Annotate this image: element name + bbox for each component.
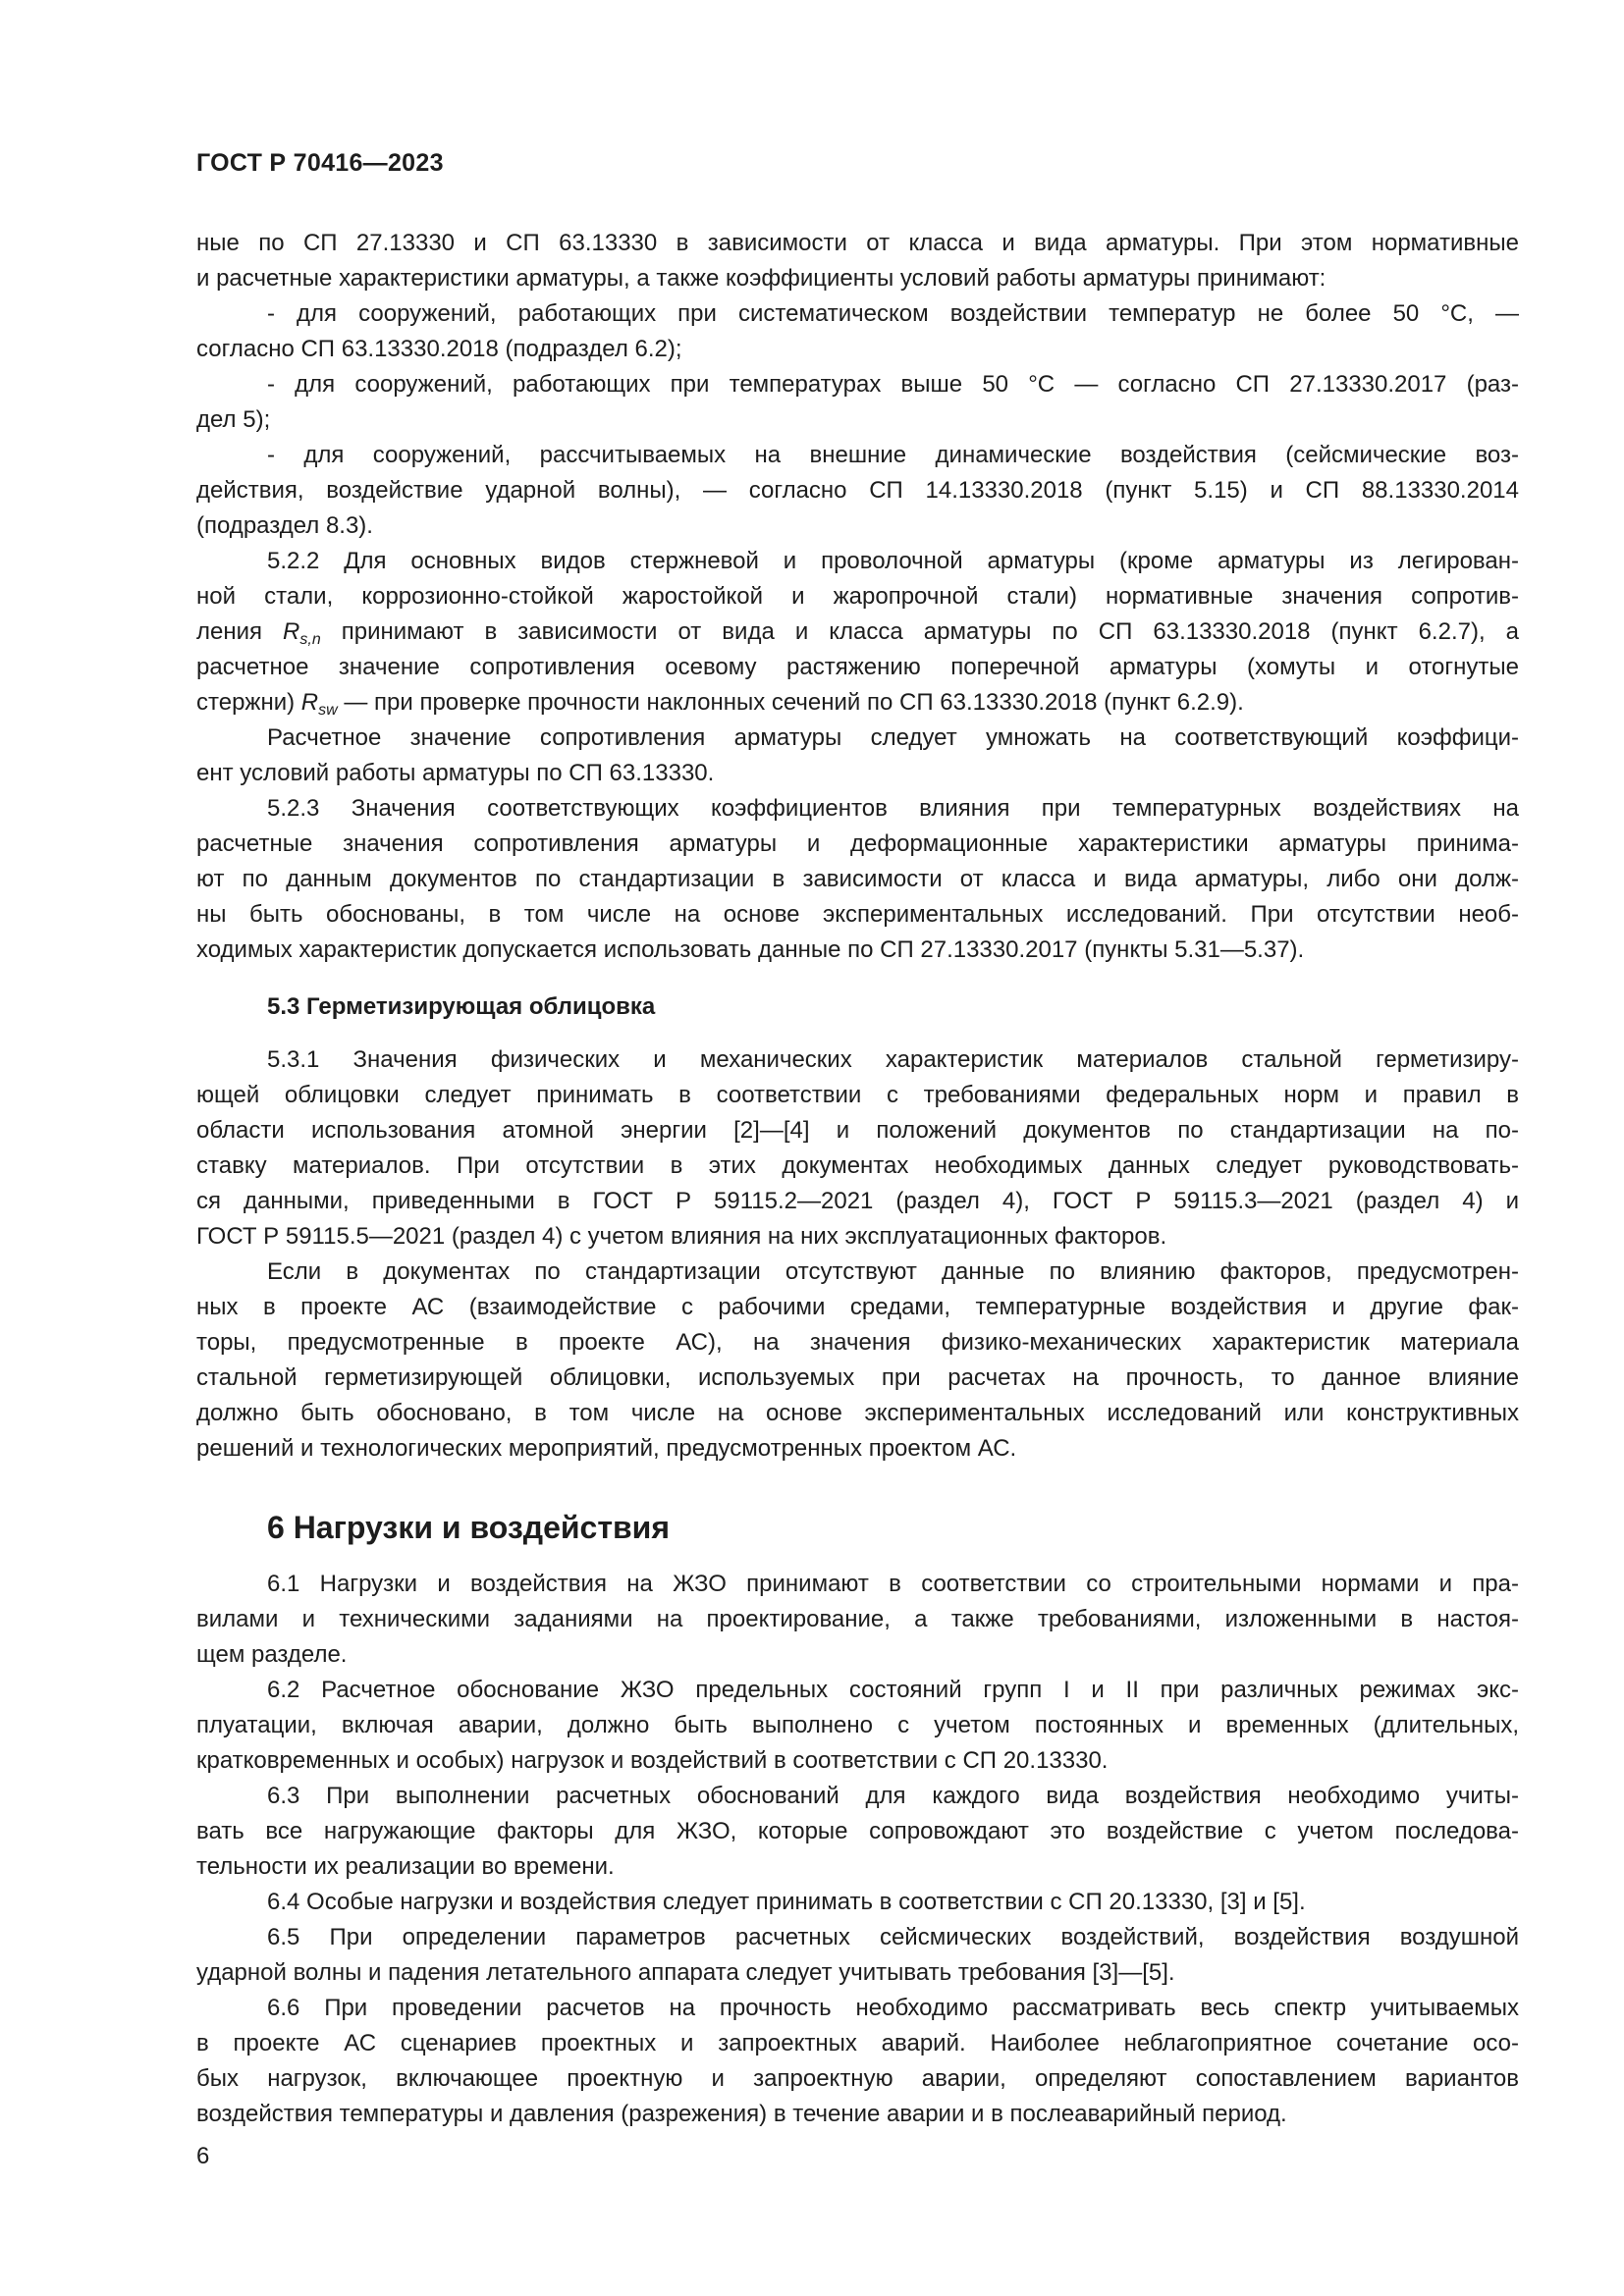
text-line: вать все нагружающие факторы для ЖЗО, которые сопровождают это воздействие с учетом последова- [196,1818,1519,1844]
text-line: щем разделе. [196,1641,348,1668]
page-number: 6 [196,2143,210,2169]
symbol-subscript: s,n [299,631,321,648]
text-fragment: — при проверке прочности наклонных сечений по СП 63.13330.2018 (пункт 6.2.9). [337,689,1244,716]
text-line: ходимых характеристик допускается использовать данные по СП 27.13330.2017 (пункты 5.31—5.37). [196,936,1305,963]
text-fragment: стержни) [196,689,301,716]
text-line: плуатации, включая аварии, должно быть выполнено с учетом постоянных и временных (длительных, [196,1712,1519,1738]
text-line: Если в документах по стандартизации отсутствуют данные по влиянию факторов, предусмотрен- [267,1258,1519,1285]
symbol-subscript: sw [318,702,338,719]
text-line: ющей облицовки следует принимать в соответствии с требованиями федеральных норм и правил в [196,1082,1519,1108]
text-line: ударной волны и падения летательного аппарата следует учитывать требования [3]—[5]. [196,1959,1175,1986]
text-line: решений и технологических мероприятий, предусмотренных проектом АС. [196,1435,1017,1462]
symbol-base: R [283,618,300,645]
symbol-base: R [300,689,319,716]
symbol-rsw [300,689,338,719]
text-line: ся данными, приведенными в ГОСТ Р 59115.2—2021 (раздел 4), ГОСТ Р 59115.3—2021 (раздел 4) и [196,1188,1519,1214]
text-line: ны быть обоснованы, в том числе на основе экспериментальных исследований. При отсутствии необ- [196,901,1519,928]
text-line: бых нагрузок, включающее проектную и запроектную аварии, определяют сопоставлением вариантов [196,2065,1519,2092]
section-heading-6: 6 Нагрузки и воздействия [267,1510,671,1545]
clause-6-4-line: 6.4 Особые нагрузки и воздействия следует принимать в соответствии с СП 20.13330, [3] и [5]. [267,1889,1306,1915]
text-line [196,614,1519,650]
text-line: ных в проекте АС (взаимодействие с рабочими средами, температурные воздействия и другие фак- [196,1294,1519,1320]
text-line: дел 5); [196,406,271,433]
text-line: вилами и техническими заданиями на проектирование, а также требованиями, изложенными в настоя- [196,1606,1519,1632]
text-line: ные по СП 27.13330 и СП 63.13330 в зависимости от класса и вида арматуры. При этом нормативные [196,230,1519,256]
clause-6-1-line: 6.1 Нагрузки и воздействия на ЖЗО принимают в соответствии со строительными нормами и пра- [267,1571,1519,1597]
text-line: Расчетное значение сопротивления арматуры следует умножать на соответствующий коэффици- [267,724,1519,751]
text-line: ГОСТ Р 59115.5—2021 (раздел 4) с учетом влияния на них эксплуатационных факторов. [196,1223,1167,1250]
clause-6-2-line: 6.2 Расчетное обоснование ЖЗО предельных состояний групп I и II при различных режимах экс- [267,1677,1519,1703]
list-item-line: - для сооружений, рассчитываемых на внешние динамические воздействия (сейсмические воз- [267,442,1519,468]
text-line: (подраздел 8.3). [196,512,373,539]
text-line: стальной герметизирующей облицовки, используемых при расчетах на прочность, то данное влияние [196,1364,1519,1391]
text-line: воздействия температуры и давления (разрежения) в течение аварии и в послеаварийный период. [196,2101,1287,2127]
clause-6-3-line: 6.3 При выполнении расчетных обоснований для каждого вида воздействия необходимо учиты- [267,1783,1519,1809]
text-line: и расчетные характеристики арматуры, а также коэффициенты условий работы арматуры принимают: [196,265,1326,292]
text-line: в проекте АС сценариев проектных и запроектных аварий. Наиболее неблагоприятное сочетание осо- [196,2030,1519,2056]
clause-5-2-2-line: 5.2.2 Для основных видов стержневой и проволочной арматуры (кроме арматуры из легирован- [267,548,1519,574]
text-line: действия, воздействие ударной волны), — согласно СП 14.13330.2018 (пункт 5.15) и СП 88.13330.2014 [196,477,1519,504]
text-line: тельности их реализации во времени. [196,1853,615,1880]
text-line: ной стали, коррозионно-стойкой жаростойкой и жаропрочной стали) нормативные значения сопротив- [196,583,1519,610]
text-fragment: принимают в зависимости от вида и класса арматуры по СП 63.13330.2018 (пункт 6.2.7), а [320,618,1519,645]
text-line [196,685,1519,721]
subsection-heading-5-3: 5.3 Герметизирующая облицовка [267,993,656,1020]
text-line: согласно СП 63.13330.2018 (подраздел 6.2); [196,336,682,362]
text-fragment: ления [196,618,284,645]
text-line: ент условий работы арматуры по СП 63.13330. [196,760,715,786]
text-line: кратковременных и особых) нагрузок и воздействий в соответствии с СП 20.13330. [196,1747,1109,1774]
text-line: области использования атомной энергии [2]—[4] и положений документов по стандартизации на по- [196,1117,1519,1144]
clause-5-3-1-line: 5.3.1 Значения физических и механических характеристик материалов стальной герметизиру- [267,1046,1519,1073]
text-line: расчетные значения сопротивления арматуры и деформационные характеристики арматуры принима- [196,830,1519,857]
document-header: ГОСТ Р 70416—2023 [196,149,444,177]
list-item-line: - для сооружений, работающих при температурах выше 50 °С — согласно СП 27.13330.2017 (раз- [267,371,1519,398]
clause-6-5-line: 6.5 При определении параметров расчетных сейсмических воздействий, воздействия воздушной [267,1924,1519,1950]
text-line: ют по данным документов по стандартизации в зависимости от класса и вида арматуры, либо они долж- [196,866,1519,892]
text-line: торы, предусмотренные в проекте АС), на значения физико-механических характеристик материала [196,1329,1519,1356]
page-body [196,226,1519,2132]
text-line: расчетное значение сопротивления осевому растяжению поперечной арматуры (хомуты и отогнутые [196,654,1519,680]
clause-5-2-3-line: 5.2.3 Значения соответствующих коэффициентов влияния при температурных воздействиях на [267,795,1519,822]
symbol-rsn [283,618,321,648]
clause-6-6-line: 6.6 При проведении расчетов на прочность необходимо рассматривать весь спектр учитываемых [267,1995,1519,2021]
text-line: должно быть обосновано, в том числе на основе экспериментальных исследований или конструктивных [196,1400,1519,1426]
list-item-line: - для сооружений, работающих при систематическом воздействии температур не более 50 °С, — [267,300,1519,327]
text-line: ставку материалов. При отсутствии в этих документах необходимых данных следует руководствовать- [196,1152,1519,1179]
